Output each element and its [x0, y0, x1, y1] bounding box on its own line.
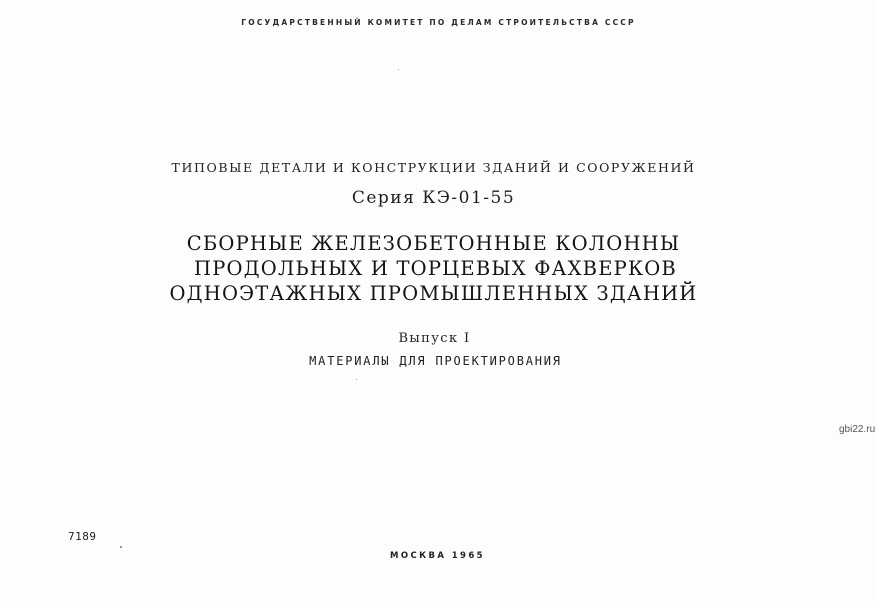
document-title-line-1: СБОРНЫЕ ЖЕЛЕЗОБЕТОННЫЕ КОЛОННЫ: [186, 232, 681, 255]
scan-speck: [356, 379, 357, 380]
scan-speck: [398, 69, 399, 70]
issue-label: Выпуск I: [398, 331, 471, 346]
document-title-line-2: ПРОДОЛЬНЫХ И ТОРЦЕВЫХ ФАХВЕРКОВ: [194, 257, 677, 280]
city-year: МОСКВА 1965: [390, 551, 485, 561]
series-category: ТИПОВЫЕ ДЕТАЛИ И КОНСТРУКЦИИ ЗДАНИЙ И СООРУЖЕНИЙ: [171, 160, 696, 175]
sheet-number: 7189: [68, 530, 97, 543]
watermark-text: gbi22.ru: [839, 424, 876, 435]
series-number: Серия КЭ-01-55: [351, 188, 516, 208]
issue-subtitle: МАТЕРИАЛЫ ДЛЯ ПРОЕКТИРОВАНИЯ: [309, 354, 562, 368]
document-title-line-3: ОДНОЭТАЖНЫХ ПРОМЫШЛЕННЫХ ЗДАНИЙ: [169, 282, 698, 305]
committee-header: ГОСУДАРСТВЕННЫЙ КОМИТЕТ ПО ДЕЛАМ СТРОИТЕЛЬСТВА СССР: [241, 18, 636, 27]
scan-speck: [120, 546, 122, 548]
